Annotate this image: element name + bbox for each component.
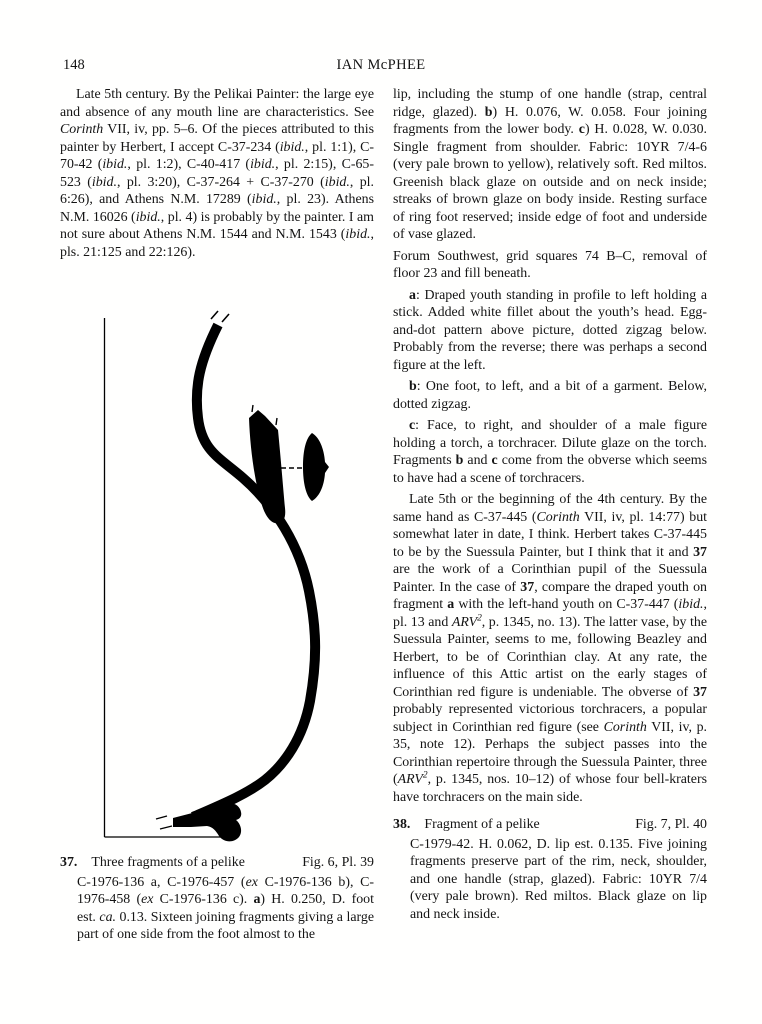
figure-6-container [95,306,345,851]
entry-number: 38. [393,817,411,832]
entry-number: 37. [60,855,78,870]
entry-title: Fragment of a pelike [424,817,540,832]
intro-paragraph: Late 5th century. By the Pelikai Painter: the large eye and absence of any mouth line are characteristics. See Corinth VII, iv, pp. 5–6. Of the pieces attributed to this painter by Herbert, I accept C-37-234 (ibid., pl. 1:1), C-70-42 (ibid., pl. 1:2), C-40-417 (ibid., pl. 2:15), C-65-523 (ibid., pl. 3:20), C-37-264 + C-37-270 (ibid., pl. 6:26), and Athens N.M. 17289 (ibid., pl. 23). Athens N.M. 16026 (ibid., pl. 4) is probably by the painter. I am not sure about Athens N.M. 1544 and N.M. 1543 (ibid., pls. 21:125 and 22:126). [60,87,374,260]
page-number: 148 [63,57,85,73]
paragraph-continuation: lip, including the stump of one handle (strap, central ridge, glazed). b) H. 0.076, W. 0.058. Four joining fragments from the lower body. c) H. 0.028, W. 0.030. Single fragment from shoulder. Fabric: 10YR 7/4-6 (very pale brown to yellow), relatively soft. Red miltos. Greenish black glaze on outside and on neck inside; streaks of brown glaze on body inside. Resting surface of ring foot reserved; inside edge of foot and underside of vase glazed. [393,87,707,242]
foot-break-marks-icon [156,816,172,829]
rim-break-marks-icon [211,311,229,322]
handle-root-profile [249,410,285,523]
fragment-b-description: b: One foot, to left, and a bit of a garment. Below, dotted zigzag. [393,379,707,412]
foot-profile [173,803,241,841]
provenance-paragraph: Forum Southwest, grid squares 74 B–C, removal of floor 23 and fill beneath. [393,248,707,281]
entry-37-body: C-1976-136 a, C-1976-457 (ex C-1976-136 b), C-1976-458 (ex C-1976-136 c). a) H. 0.250, D. foot est. ca. 0.13. Sixteen joining fragments giving a large part of one side from the foot almost to the [77,874,374,942]
catalog-entry-38-heading [393,816,707,834]
pelike-profile-drawing [95,306,345,851]
vessel-wall-profile [193,325,315,817]
left-column [60,86,374,261]
entry-38-body: C-1979-42. H. 0.062, D. lip est. 0.135. Five joining fragments preserve part of the rim, neck, shoulder, and one handle (strap, glazed). Fabric: 10YR 7/4 (very pale brown). Red miltos. Black glaze on lip and neck inside. [410,836,707,922]
right-column [393,86,707,923]
fragment-c-description: c: Face, to right, and shoulder of a male figure holding a torch, a torchracer. Dilute glaze on the torch. Fragments b and c come from the obverse which seems to have had a scene of torchracers. [393,418,707,486]
fragment-a-description: a: Draped youth standing in profile to left holding a stick. Added white fillet about the youth’s head. Egg-and-dot pattern above picture, dotted zigzag below. Probably from the reverse; there was perhaps a second figure at the left. [393,287,707,373]
running-head: IAN McPHEE [336,57,426,73]
figure-plate-reference: Fig. 6, Pl. 39 [302,855,374,870]
page-header [0,57,762,77]
entry-37-heading [60,854,374,872]
attribution-discussion: Late 5th or the beginning of the 4th century. By the same hand as C-37-445 (Corinth VII, iv, pl. 14:77) but somewhat later in date, I think. Herbert takes C-37-445 to be by the Suessula Painter, but I think that it and 37 are the work of a Corinthian pupil of the Suessula Painter. In the case of 37, compare the draped youth on fragment a with the left-hand youth on C-37-447 (ibid., pl. 13 and ARV$^2$, p. 1345, no. 13). The latter vase, by the Suessula Painter, seems to me, following Beazley and Herbert, to be of Corinthian clay. At any rate, the influence of this Attic artist on the early stages of Corinthian red figure is undeniable. The obverse of 37 probably represented victorious torchracers, a popular subject in Corinthian red figure (see Corinth VII, iv, p. 35, note 12). Perhaps the subject passes into the Corinthian repertoire through the Suessula Painter, three (ARV$^2$, p. 1345, nos. 10–12) of whose four bell-kraters have torchracers on the main side. [393,492,708,805]
entry-title: Three fragments of a pelike [91,855,245,870]
handle-cross-section [303,433,329,501]
figure-plate-reference: Fig. 7, Pl. 40 [635,817,707,832]
catalog-entry-37 [60,854,374,944]
